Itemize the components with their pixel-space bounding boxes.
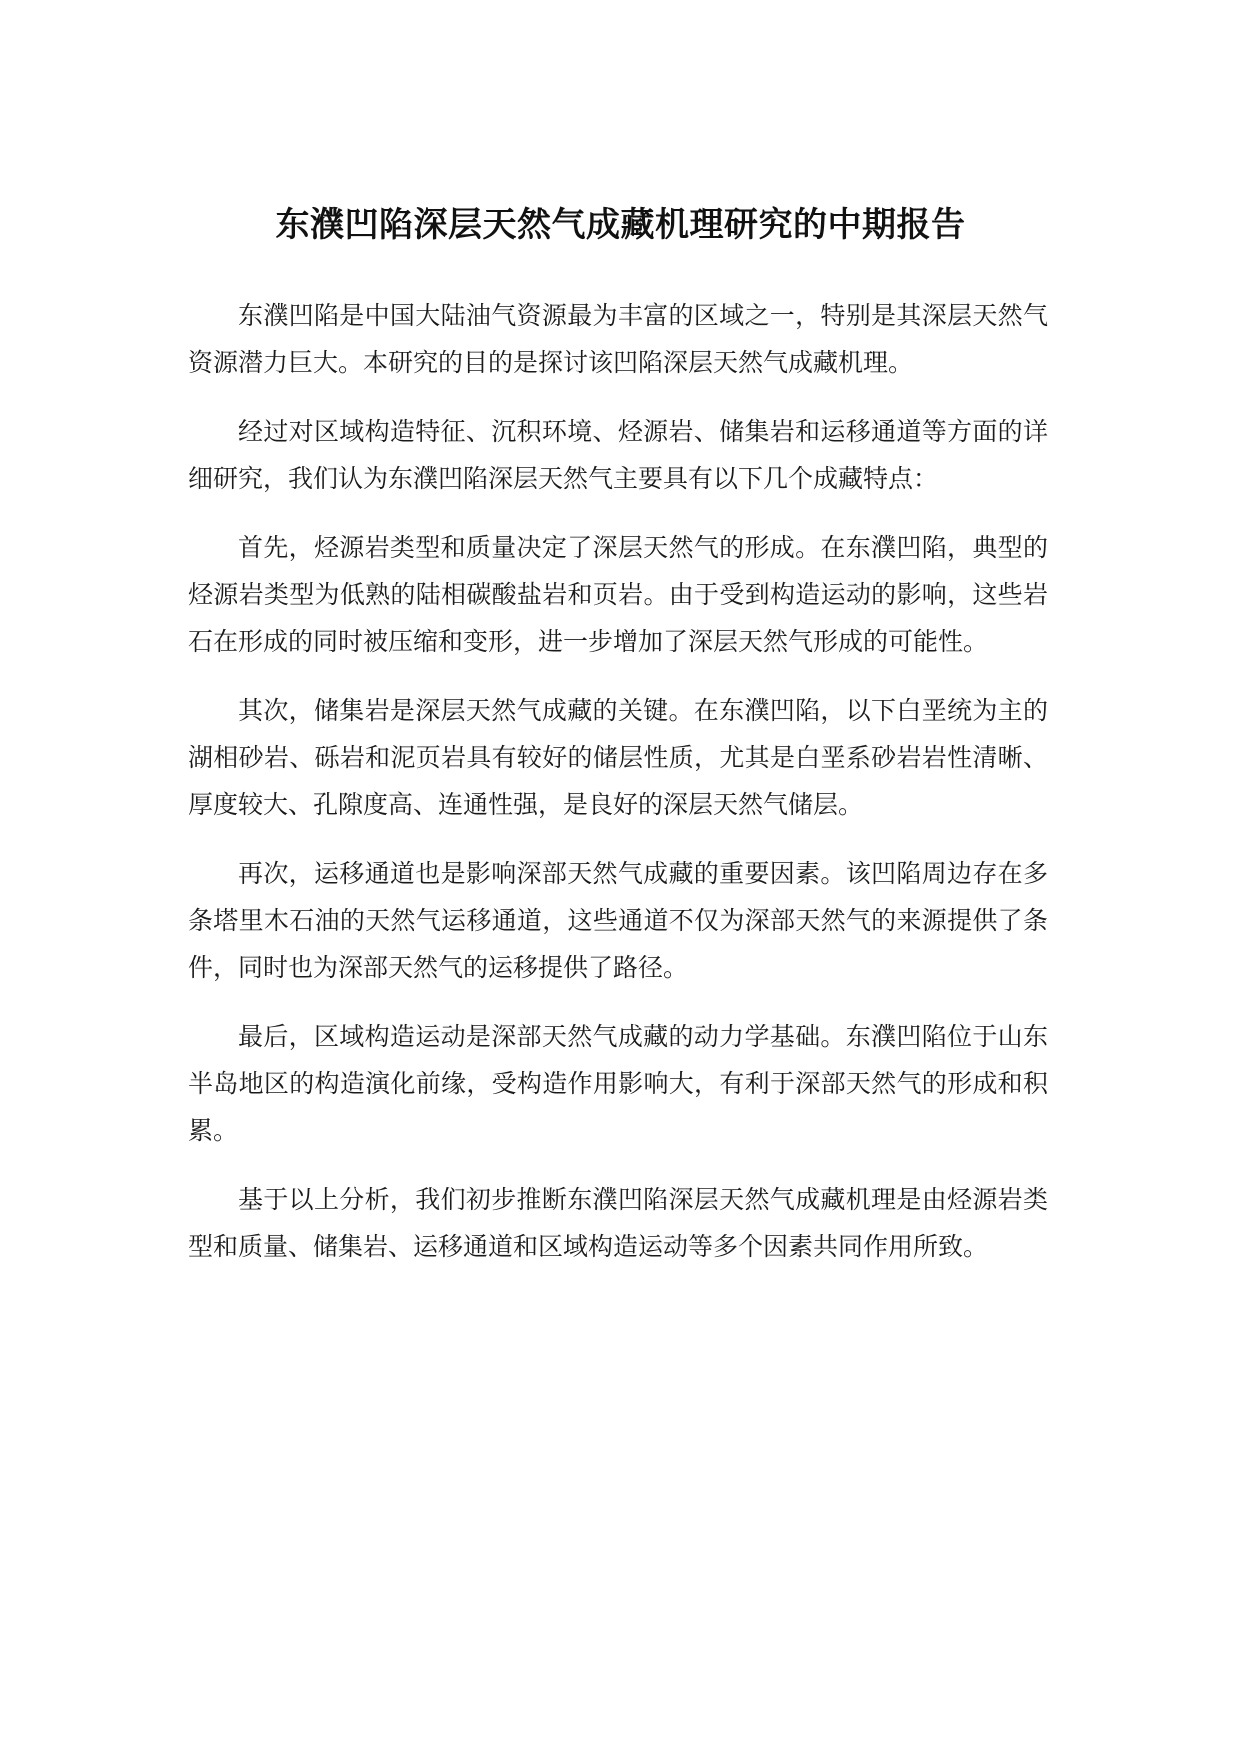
document-title: 东濮凹陷深层天然气成藏机理研究的中期报告 <box>275 204 966 245</box>
paragraph-conclusion: 基于以上分析，我们初步推断东濮凹陷深层天然气成藏机理是由烃源岩类型和质量、储集岩、运移通道和区域构造运动等多个因素共同作用所致。 <box>188 1185 1048 1261</box>
paragraph-source-rock: 首先，烃源岩类型和质量决定了深层天然气的形成。在东濮凹陷，典型的烃源岩类型为低熟的陆相碳酸盐岩和页岩。由于受到构造运动的影响，这些岩石在形成的同时被压缩和变形，进一步增加了深层天然气形成的可能性。 <box>188 533 1048 656</box>
paragraph-tectonic-movement: 最后，区域构造运动是深部天然气成藏的动力学基础。东濮凹陷位于山东半岛地区的构造演化前缘，受构造作用影响大，有利于深部天然气的形成和积累。 <box>188 1022 1048 1145</box>
paragraph-intro: 东濮凹陷是中国大陆油气资源最为丰富的区域之一，特别是其深层天然气资源潜力巨大。本研究的目的是探讨该凹陷深层天然气成藏机理。 <box>188 301 1048 377</box>
paragraph-reservoir-rock: 其次，储集岩是深层天然气成藏的关键。在东濮凹陷，以下白垩统为主的湖相砂岩、砾岩和泥页岩具有较好的储层性质，尤其是白垩系砂岩岩性清晰、厚度较大、孔隙度高、连通性强，是良好的深层天然气储层。 <box>188 696 1048 819</box>
paragraph-migration-pathway: 再次，运移通道也是影响深部天然气成藏的重要因素。该凹陷周边存在多条塔里木石油的天然气运移通道，这些通道不仅为深部天然气的来源提供了条件，同时也为深部天然气的运移提供了路径。 <box>188 859 1048 982</box>
paragraph-research-overview: 经过对区域构造特征、沉积环境、烃源岩、储集岩和运移通道等方面的详细研究，我们认为东濮凹陷深层天然气主要具有以下几个成藏特点： <box>188 417 1048 493</box>
document-body <box>188 292 1048 1292</box>
